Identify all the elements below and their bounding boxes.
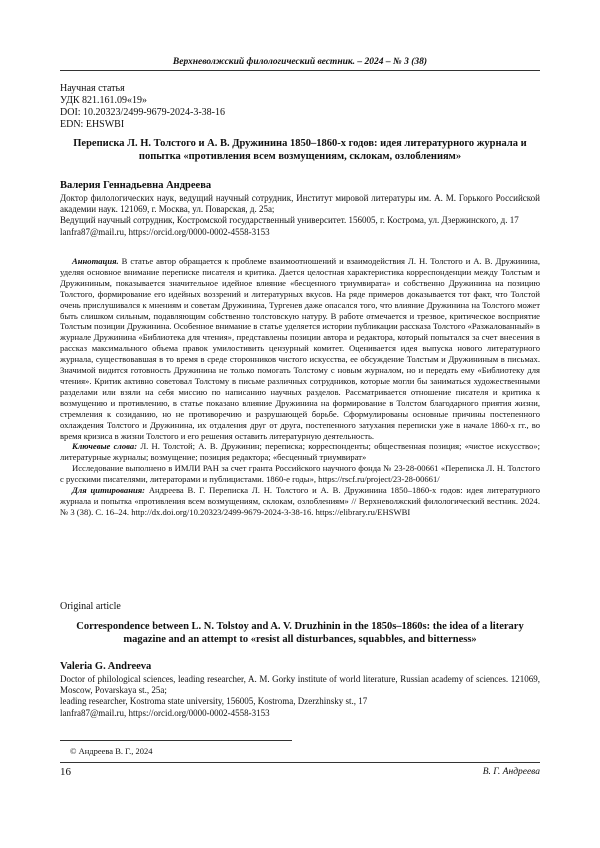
affiliation-1: Доктор филологических наук, ведущий научный сотрудник, Институт мировой литературы им. А. М. Горького Российской академии наук. 121069, г. Москва, ул. Поварская, д. 25а; <box>60 193 540 215</box>
doi: DOI: 10.20323/2499-9679-2024-3-38-16 <box>60 107 540 119</box>
original-article-label: Original article <box>60 601 121 612</box>
abstract-text: В статье автор обращается к проблеме взаимоотношений и взаимодействия Л. Н. Толстого и А. В. Дружинина, уделяя основное внимание переписке писателя и критика. Дается целостная характеристика корреспонденции между Толстым и Дружининым, показывается значительное идейное влияние «бесценного триумвирата» и собственно Дружинина на позицию Толстого, формирование его идейных воззрений и литературных вкусов. На ряде примеров доказывается тот факт, что Толстой очень прислушивался к мнениям и советам Дружинина, Тургенев даже опасался того, что влияние Дружинина на Толстого может быть слишком сильным, подавляющим собственно толстовскую натуру. В работе отмечается и трезвое, критическое восприятие Толстым позиции Дружинина. Особенное внимание в статье уделяется истории публикации рассказа Толстого «Разжалованный» в журнале Дружинина «Библиотека для чтения», представлены позиции автора и редактора, который попытался за счет внесения в рассказ максимального объема правок умилостивить цензурный комитет. Оценивается идея выпуска нового литературного журнала, существовавшая в то время в среде сторонников чистого искусства, ее обсуждение Толстым и Дружининым в письмах. Значимой видится готовность Дружинина не только помогать Толстому с новым журналом, но и передать ему «Библиотеку для чтения». Критик активно советовал Толстому в письме различных сотрудников, которые могли бы заниматься художественными разделами или взяли на себя миссию по написанию научных разделов. Рассматривается отношение писателя и критика к возмущению и противлению, в статье показано влияние Дружинина на формирование в Толстом благодарного приятия жизни, стремления к созиданию, но не противоречию и разрушающей борьбе. Сформулированы основные причины постепенного охлаждения Толстого и Дружинина, их отдаления друг от друга, постепенного затухания переписки уже в начале 1860-х гг., во время кризиса в жизни Толстого и его решения оставить литературную деятельность. <box>60 256 540 441</box>
abstract-block <box>60 256 540 518</box>
author-contacts: lanfra87@mail.ru, https://orcid.org/0000-0002-4558-3153 <box>60 227 540 238</box>
affiliation-en-1: Doctor of philological sciences, leading researcher, A. M. Gorky institute of world literature, Russian academy of sciences. 121069, Moscow, Povarskaya st., 25a; <box>60 674 540 696</box>
copyright-footnote: © Андреева В. Г., 2024 <box>70 746 152 756</box>
citation-text: Андреева В. Г. Переписка Л. Н. Толстого и А. В. Дружинина 1850–1860-х годов: идея литературного журнала и попытка «противления всем возмущениям, склокам, озлоблениям» // Верхневолжский филологический вестник. 2024. № 3 (38). С. 16–24. http://dx.doi.org/10.20323/2499-9679-2024-3-38-16. https://elibrary.ru/EHSWBI <box>60 485 540 517</box>
article-type: Научная статья <box>60 83 540 95</box>
keywords-label: Ключевые слова: <box>72 441 137 451</box>
citation <box>60 485 540 518</box>
author-affiliation-ru <box>60 193 540 238</box>
footnote-rule <box>60 740 292 741</box>
author-name-ru: Валерия Геннадьевна Андреева <box>60 180 540 191</box>
article-title-en: Correspondence between L. N. Tolstoy and A. V. Druzhinin in the 1850s–1860s: the idea of a literary magazine and an attempt to «resist all disturbances, squabbles, and bitterness» <box>60 620 540 646</box>
article-title-ru: Переписка Л. Н. Толстого и А. В. Дружинина 1850–1860-х годов: идея литературного журнала и попытка «противления всем возмущениям, склокам, озлоблениям» <box>60 137 540 163</box>
keywords-text: Л. Н. Толстой; А. В. Дружинин; переписка; корреспонденты; общественная позиция; «чистое искусство»; литературные журналы; возмущение; позиция редактора; «бесценный триумвират» <box>60 441 540 462</box>
footer-rule <box>60 762 540 763</box>
author-contacts-en: lanfra87@mail.ru, https://orcid.org/0000-0002-4558-3153 <box>60 708 540 719</box>
keywords <box>60 441 540 463</box>
author-name-en: Valeria G. Andreeva <box>60 661 151 672</box>
affiliation-2: Ведущий научный сотрудник, Костромской государственный университет. 156005, г. Кострома, ул. Дзержинского, д. 17 <box>60 215 540 226</box>
citation-label: Для цитирования: <box>72 485 145 495</box>
footer-author: В. Г. Андреева <box>483 767 540 777</box>
udk: УДК 821.161.09«19» <box>60 95 540 107</box>
abstract <box>60 256 540 441</box>
edn: EDN: EHSWBI <box>60 119 540 131</box>
header-rule <box>60 70 540 71</box>
funding: Исследование выполнено в ИМЛИ РАН за счет гранта Российского научного фонда № 23-28-00661 «Переписка Л. Н. Толстого с русскими писателями, литераторами и публицистами. 1860-е годы», https://rscf.ru/project/23-28-00661/ <box>60 463 540 485</box>
running-header: Верхневолжский филологический вестник. – 2024 – № 3 (38) <box>60 57 540 67</box>
author-affiliation-en <box>60 674 540 719</box>
article-meta <box>60 83 540 131</box>
affiliation-en-2: leading researcher, Kostroma state university, 156005, Kostroma, Dzerzhinsky st., 17 <box>60 696 540 707</box>
page-number: 16 <box>60 766 71 778</box>
abstract-label: Аннотация. <box>72 256 119 266</box>
